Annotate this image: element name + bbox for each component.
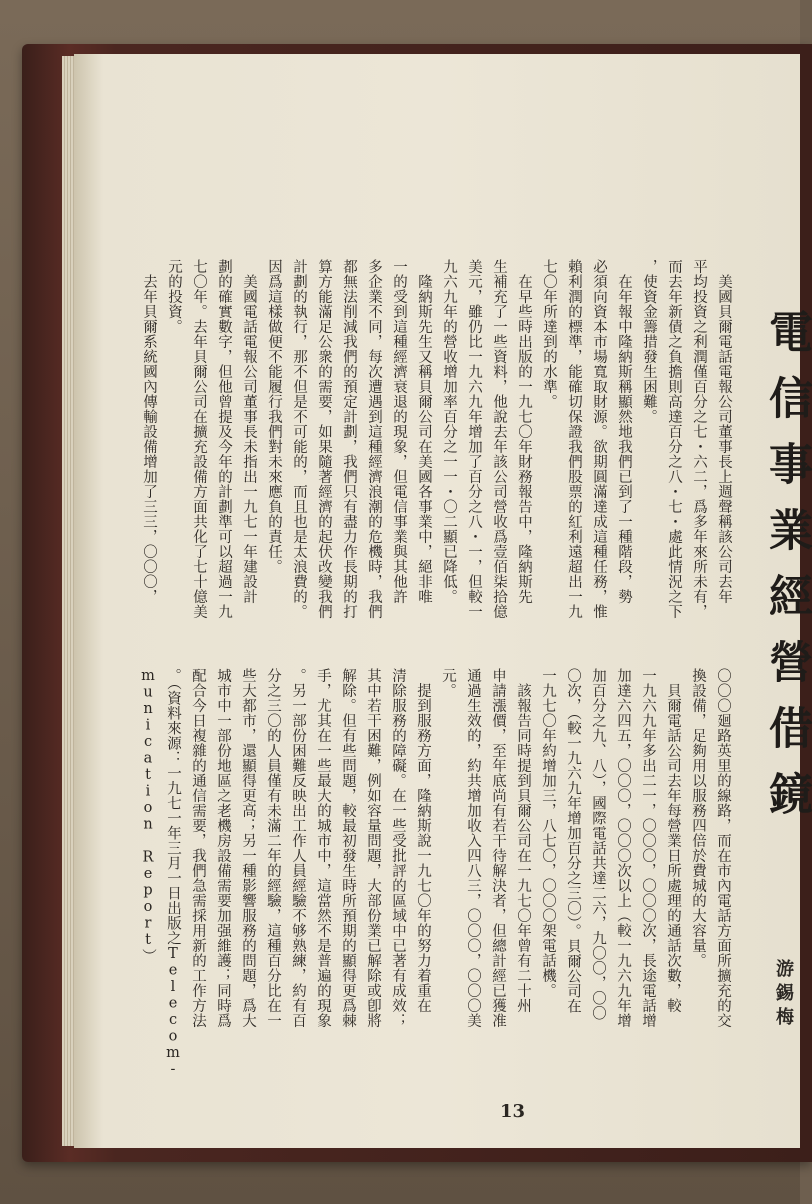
- text-line: 貝爾電話公司去年每營業日所處理的通話次數，較: [665, 668, 681, 1013]
- text-line: 。（資料來源：一九七一年三月一日出版之Telecom-: [165, 668, 181, 1078]
- text-line: 美國貝爾電話電報公司董事長上週聲稱該公司去年: [716, 259, 732, 604]
- text-line: 賴利潤的標準，能確切保證我們股票的紅利遠超出一九: [566, 259, 582, 619]
- text-line: 必須向資本市場寬取財源。欲期圓滿達成這種任務，惟: [591, 259, 607, 619]
- text-line: 分之三〇的人員僅有未滿二年的經驗，這種百分比在一: [265, 668, 281, 1028]
- text-line: 美國電話電報公司董事長未指出一九七一年建設計: [241, 259, 257, 604]
- text-line: 換設備，足夠用以服務四倍於費城的大容量。: [690, 668, 706, 968]
- text-line: ，使資金籌措發生困難。: [641, 259, 657, 424]
- text-line: 生補充了一些資料，他說去年該公司營收爲壹佰柒拾億: [491, 259, 507, 619]
- text-line: 〇次，（較一九六九年增加百分之三〇）。貝爾公司在: [565, 668, 581, 1014]
- text-line: 而去年新債之負擔則高達百分之八・七・處此情況之下: [666, 259, 682, 619]
- article-title: 電信事業經營借鏡: [761, 309, 812, 837]
- text-line: 九六九年的營收增加率百分之一一・〇二顯已降低。: [441, 259, 457, 604]
- text-line: 七〇年。去年貝爾公司在擴充設備方面共化了七十億美: [191, 259, 207, 619]
- text-line: 一的受到這種經濟衰退的現象，但電信事業與其他許: [391, 259, 407, 604]
- text-line: 隆納斯先生又稱貝爾公司在美國各事業中，絕非唯: [416, 259, 432, 604]
- text-line: 手，尤其在一些最大的城市中，這當然不是普遍的現象: [315, 668, 331, 1028]
- text-line: 七〇年所達到的水準。: [541, 259, 557, 409]
- text-line: 美元，雖仍比一九六九年增加了百分之八・一，但較一: [466, 259, 482, 619]
- text-line: 劃的確實數字，但他曾提及今年的計劃準可以超過一九: [216, 259, 232, 619]
- book-page: [74, 54, 812, 1148]
- text-line: 該報告同時提到貝爾公司在一九七〇年曾有二十州: [515, 668, 531, 1013]
- page-number: 13: [500, 1101, 526, 1122]
- text-line: 其中若干困難，例如容量問題，大部份業已解除或卽將: [365, 668, 381, 1028]
- text-line: 在年報中隆納斯稱顯然地我們已到了一種階段，勢: [616, 259, 632, 604]
- article-body-upper: [141, 259, 736, 659]
- text-line: 〇〇〇廻路英里的線路，而在市內電話方面所擴充的交: [715, 668, 731, 1028]
- text-line: 都無法削減我們的預定計劃，我們只有盡力作長期的打: [341, 259, 357, 619]
- text-line: munication Report）: [140, 668, 156, 964]
- text-line: 在早些時出版的一九七〇年財務報告中，隆納斯先: [516, 259, 532, 604]
- article-author: 游錫梅: [773, 959, 794, 1031]
- text-line: 平均投資之利潤僅百分之七・六二，爲多年來所未有，: [691, 259, 707, 619]
- text-line: 多企業不同，每次遭遇到這種經濟浪潮的危機時，我們: [366, 259, 382, 619]
- text-line: 解除。但有些問題，較最初發生時所預期的顯得更爲棘: [340, 668, 356, 1028]
- text-line: 清除服務的障礙。在一些受批評的區域中已著有成效；: [390, 668, 406, 1028]
- text-line: 一九七〇年約增加三，八七〇，〇〇〇架電話機。: [540, 668, 556, 998]
- text-line: 通過生效的，約共增加收入四八三，〇〇〇，〇〇〇美: [465, 668, 481, 1028]
- text-line: 些大都市，還顯得更高；另一種影響服務的問題，爲大: [240, 668, 256, 1028]
- text-line: 去年貝爾系統國內傳輸設備增加了三三，〇〇〇，: [141, 259, 157, 604]
- article-body-lower: [140, 668, 735, 1088]
- text-line: 加達六四五，〇〇〇，〇〇〇次以上（較一九六九年增: [615, 668, 631, 1028]
- text-line: 申請漲價，至年底尚有若干待解決者，但總計經已獲准: [490, 668, 506, 1028]
- text-line: 元。: [440, 668, 456, 698]
- text-line: 計劃的執行，那不但是不可能的，而且也是太浪費的。: [291, 259, 307, 619]
- text-line: 。另一部份困難反映出工作人員經驗不够熟練，約有百: [290, 668, 306, 1028]
- text-line: 加百分之九、八），國際電話共達二六，九〇〇，〇〇: [590, 668, 606, 1021]
- text-line: 配合今日複雜的通信需要，我們急需採用新的工作方法: [190, 668, 206, 1028]
- text-line: 因爲這樣做便不能履行我們對未來應負的責任。: [266, 259, 282, 574]
- text-line: 提到服務方面，隆納斯說一九七〇年的努力着重在: [415, 668, 431, 1013]
- text-line: 元的投資。: [166, 259, 182, 334]
- text-line: 城市中一部份地區之老機房設備需要加强維護；同時爲: [215, 668, 231, 1028]
- text-line: 算方能滿足公衆的需要，如果隨著經濟的起伏改變我們: [316, 259, 332, 619]
- text-line: 一九六九年多出二一，〇〇〇，〇〇〇次，長途電話增: [640, 668, 656, 1028]
